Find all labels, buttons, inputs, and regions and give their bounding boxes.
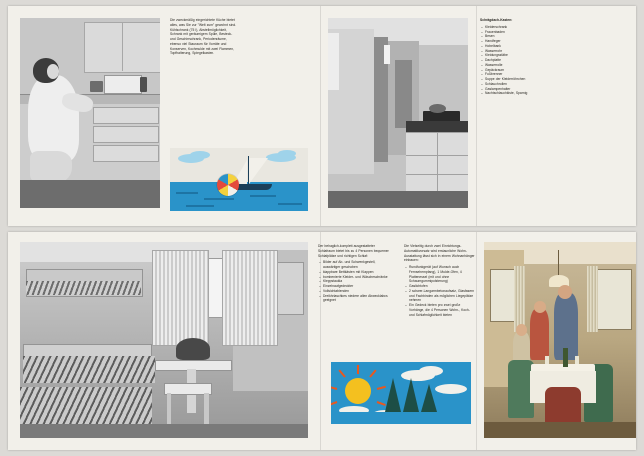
list-item: – Frauenbaden xyxy=(485,30,552,35)
text-sleeping-description xyxy=(318,244,390,303)
kitchen-description-body: Die zweckmäßig eingerichtete Küche bietet alles, was Sie zur "Welt zum" gewohnt sind. Kühlschrank (75 l), Abstellmöglichkeit, Schrank mit geräumigem Spüle, Besteck- und Geschirrschrank, Periodenräume, ebenso viel Stauraum für Vorräte und Konserven, Kochmulde mit zwei Flammen, Topfhalterung, Spiegelkasten. xyxy=(170,18,237,56)
photo-family-dinette xyxy=(484,242,636,438)
list-item: – bombenierte Kleider- und Wäscheschränke xyxy=(323,275,390,280)
list-item: – Ein Gedeck bieten pro zwei große Vorhänge, die 4 Personen Wohn-, Koch- und Schlafmöglichkeit bieten xyxy=(409,303,476,317)
text-equipment-description xyxy=(404,244,476,317)
list-item: – Kleiderschrank xyxy=(485,25,552,30)
sleeping-features-list xyxy=(318,260,390,303)
photo-corridor xyxy=(328,18,468,208)
tree-icon xyxy=(421,384,437,412)
list-item: – Kleppstaukla xyxy=(323,279,390,284)
sailboat-illustration xyxy=(170,148,308,211)
sleeping-description-body: Der behaglich-komplett ausgestatteter Schlafraum bietet bis zu 4 Personen bequemer Schlafplätze und richtigen Schlaf: xyxy=(318,244,389,258)
list-item: – klappbare Bettkästen mit Klappen xyxy=(323,270,390,275)
list-item: – Handfeger xyxy=(485,39,552,44)
storage-list xyxy=(480,25,552,96)
sail-icon xyxy=(249,158,268,184)
list-item: – Suppe der Kleiderröhrchen xyxy=(485,77,552,82)
list-item: – Dachplatte xyxy=(485,58,552,63)
equipment-description-body: Die Vielseitig durch zwei Einrichtungs-Automatikvorsatz wird erstaunliche Wohn-Ausstattung lässt sich in einem Wohnanhänger einbauen: xyxy=(404,244,475,263)
list-item: – Einzelnaufgedeckter xyxy=(323,284,390,289)
list-item: – Fußbrenner xyxy=(485,72,552,77)
fold-line xyxy=(476,232,477,450)
text-storage-list xyxy=(480,18,552,96)
beach-ball-icon xyxy=(217,174,239,196)
tree-icon xyxy=(403,378,419,412)
list-item: – Bilder auf Ab- und Schwenkgestell, auswärtiger geschoben xyxy=(323,260,390,270)
photo-kitchen xyxy=(20,18,160,208)
sun-icon xyxy=(345,378,371,404)
list-item: – Gaslampenhalter xyxy=(485,87,552,92)
list-item: – Wasserrolle xyxy=(485,63,552,68)
list-item: – Vollsichtablenden xyxy=(323,289,390,294)
list-item: – Wasserrohr xyxy=(485,49,552,54)
list-item: – 2 schwer-Langarmbetonaufsatz, Glasfasern und Fachbinden als möglichen Liegeplätze nehmen xyxy=(409,289,476,303)
text-kitchen-description xyxy=(170,18,238,58)
list-item: – Dreikhrlaschkes niedere allen Abwecklabcs geeignet xyxy=(323,294,390,304)
list-item: – Rundfunkgerät (auf Wunsch auch Fernsehempfang), 1 Mulde-Ofen, 4 Plattenessel (mit und ohne Schaumgummipolsterung) xyxy=(409,265,476,284)
list-item: – Besen xyxy=(485,34,552,39)
list-item: – Schlauchrollen xyxy=(485,82,552,87)
fold-line xyxy=(476,6,477,226)
fold-line xyxy=(320,6,321,226)
tree-icon xyxy=(385,378,401,412)
list-item: – Gepäckraum xyxy=(485,68,552,73)
photo-bunk-room xyxy=(20,242,308,438)
list-item: – Gaslichtofen xyxy=(409,284,476,289)
storage-list-title: Schrägdach-Kasten: xyxy=(480,18,513,22)
sun-trees-illustration xyxy=(331,362,471,424)
list-item: – Kleidungsstäbe xyxy=(485,53,552,58)
list-item: – Hobelbank xyxy=(485,44,552,49)
equipment-features-list xyxy=(404,265,476,317)
list-item: – Nachtschlauchkiste, Sparnig xyxy=(485,91,552,96)
